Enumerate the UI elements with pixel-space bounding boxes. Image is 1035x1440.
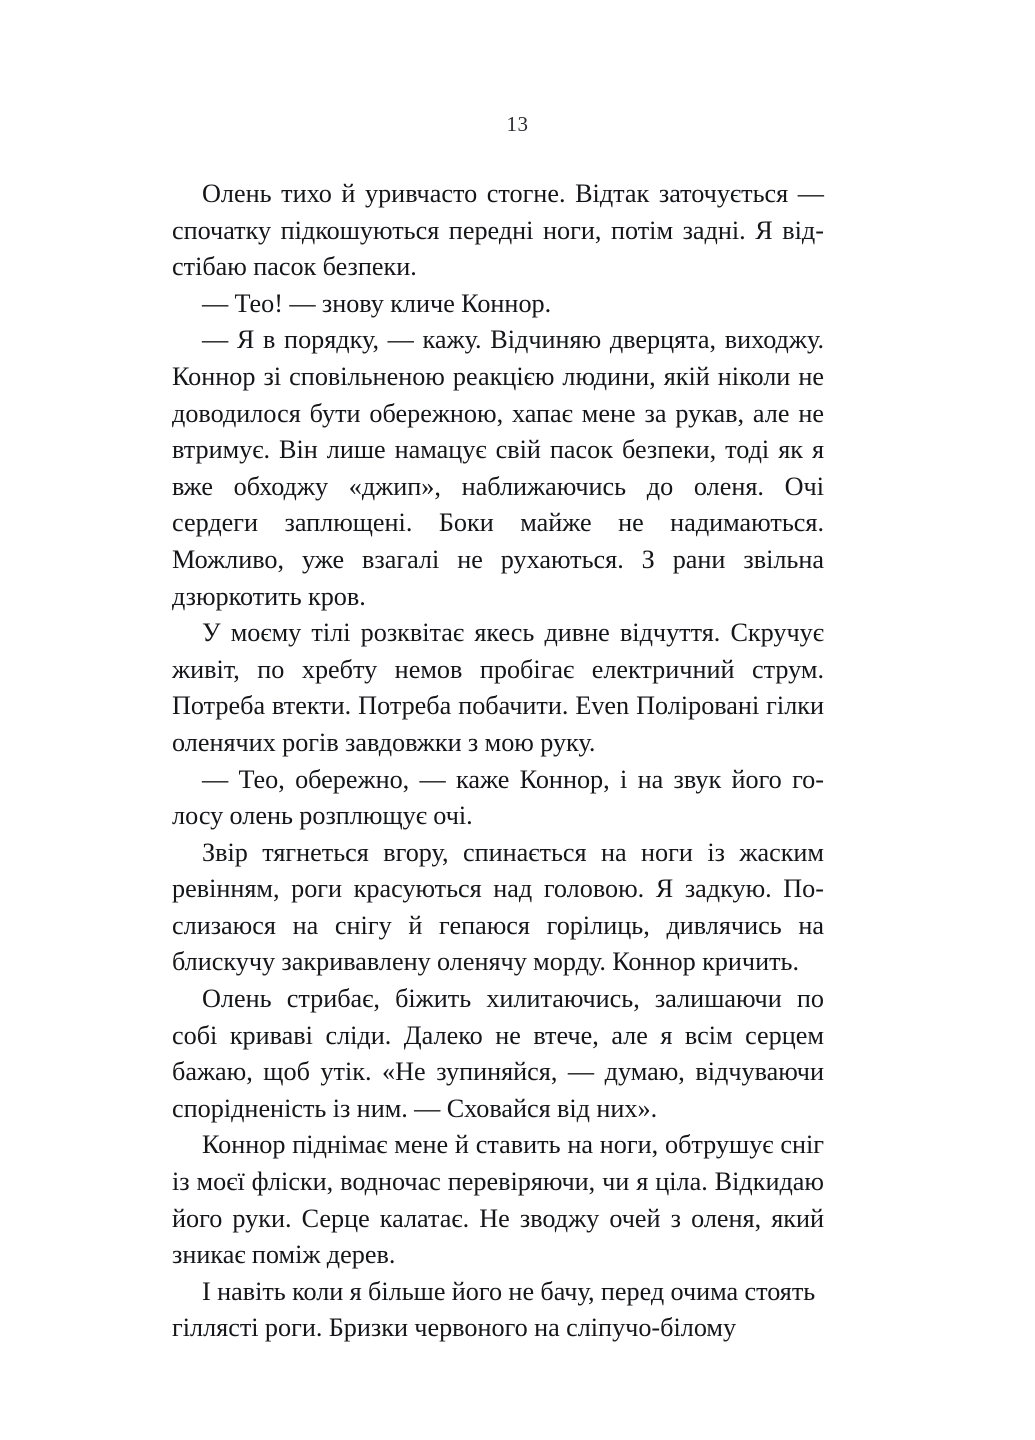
paragraph: Звір тягнеться вгору, спинається на ноги із жаским ревінням, роги красуються над головою. Я задкую. Послизаюся на снігу й гепаюся горілиць, дивлячись на блискучу закривавлену оленячу морду. Коннор кричить. (172, 837, 824, 977)
paragraph: Коннор піднімає мене й ставить на ноги, обтрушує сніг із моєї фліски, водночас перевіряючи, чи я ціла. Відкидаю його руки. Серце калатає. Не зводжу очей з оленя, який зникає поміж дерев. (172, 1130, 824, 1270)
page-number: 13 (506, 112, 529, 136)
body-text-block (172, 176, 824, 1347)
paragraph-dialogue: — Я в порядку, — кажу. Відчиняю дверцята, виходжу. Коннор зі сповільненою реакцією людини, якій ніколи не доводилося бути обережною, хапає мене за рукав, але не втримує. Він лише намацує свій пасок безпеки, тоді як я вже обходжу «джип», наближаючись до оленя. Очі сердеги заплющені. Боки майже не надимаються. Можливо, уже взагалі не рухаються. З рани звільна дзюркотить кров. (172, 325, 824, 611)
paragraph-dialogue: — Тео, обережно, — каже Коннор, і на звук його голосу олень розплющує очі. (172, 764, 824, 831)
paragraph-dialogue: — Тео! — знову кличе Коннор. (202, 288, 552, 318)
paragraph: Олень стрибає, біжить хилитаючись, залишаючи по собі криваві сліди. Далеко не втече, але я всім серцем бажаю, щоб утік. «Не зупиняйся, — думаю, відчуваючи спорідненість із ним. — Сховайся від них». (172, 984, 824, 1123)
paragraph-continues-next-page: І навіть коли я більше його не бачу, перед очима стоять гіллясті роги. Бризки червоного на сліпучо-білому (172, 1276, 816, 1343)
paragraph: У моєму тілі розквітає якесь дивне відчуття. Скручує живіт, по хребту немов пробігає електричний струм. Потреба втекти. Потреба побачити. Even Поліровані гілки оленячих рогів завдовжки з мою руку. (172, 618, 824, 757)
paragraph: Олень тихо й уривчасто стогне. Відтак заточується — спочатку підкошуються передні ноги, потім задні. Я відстібаю пасок безпеки. (172, 179, 824, 282)
